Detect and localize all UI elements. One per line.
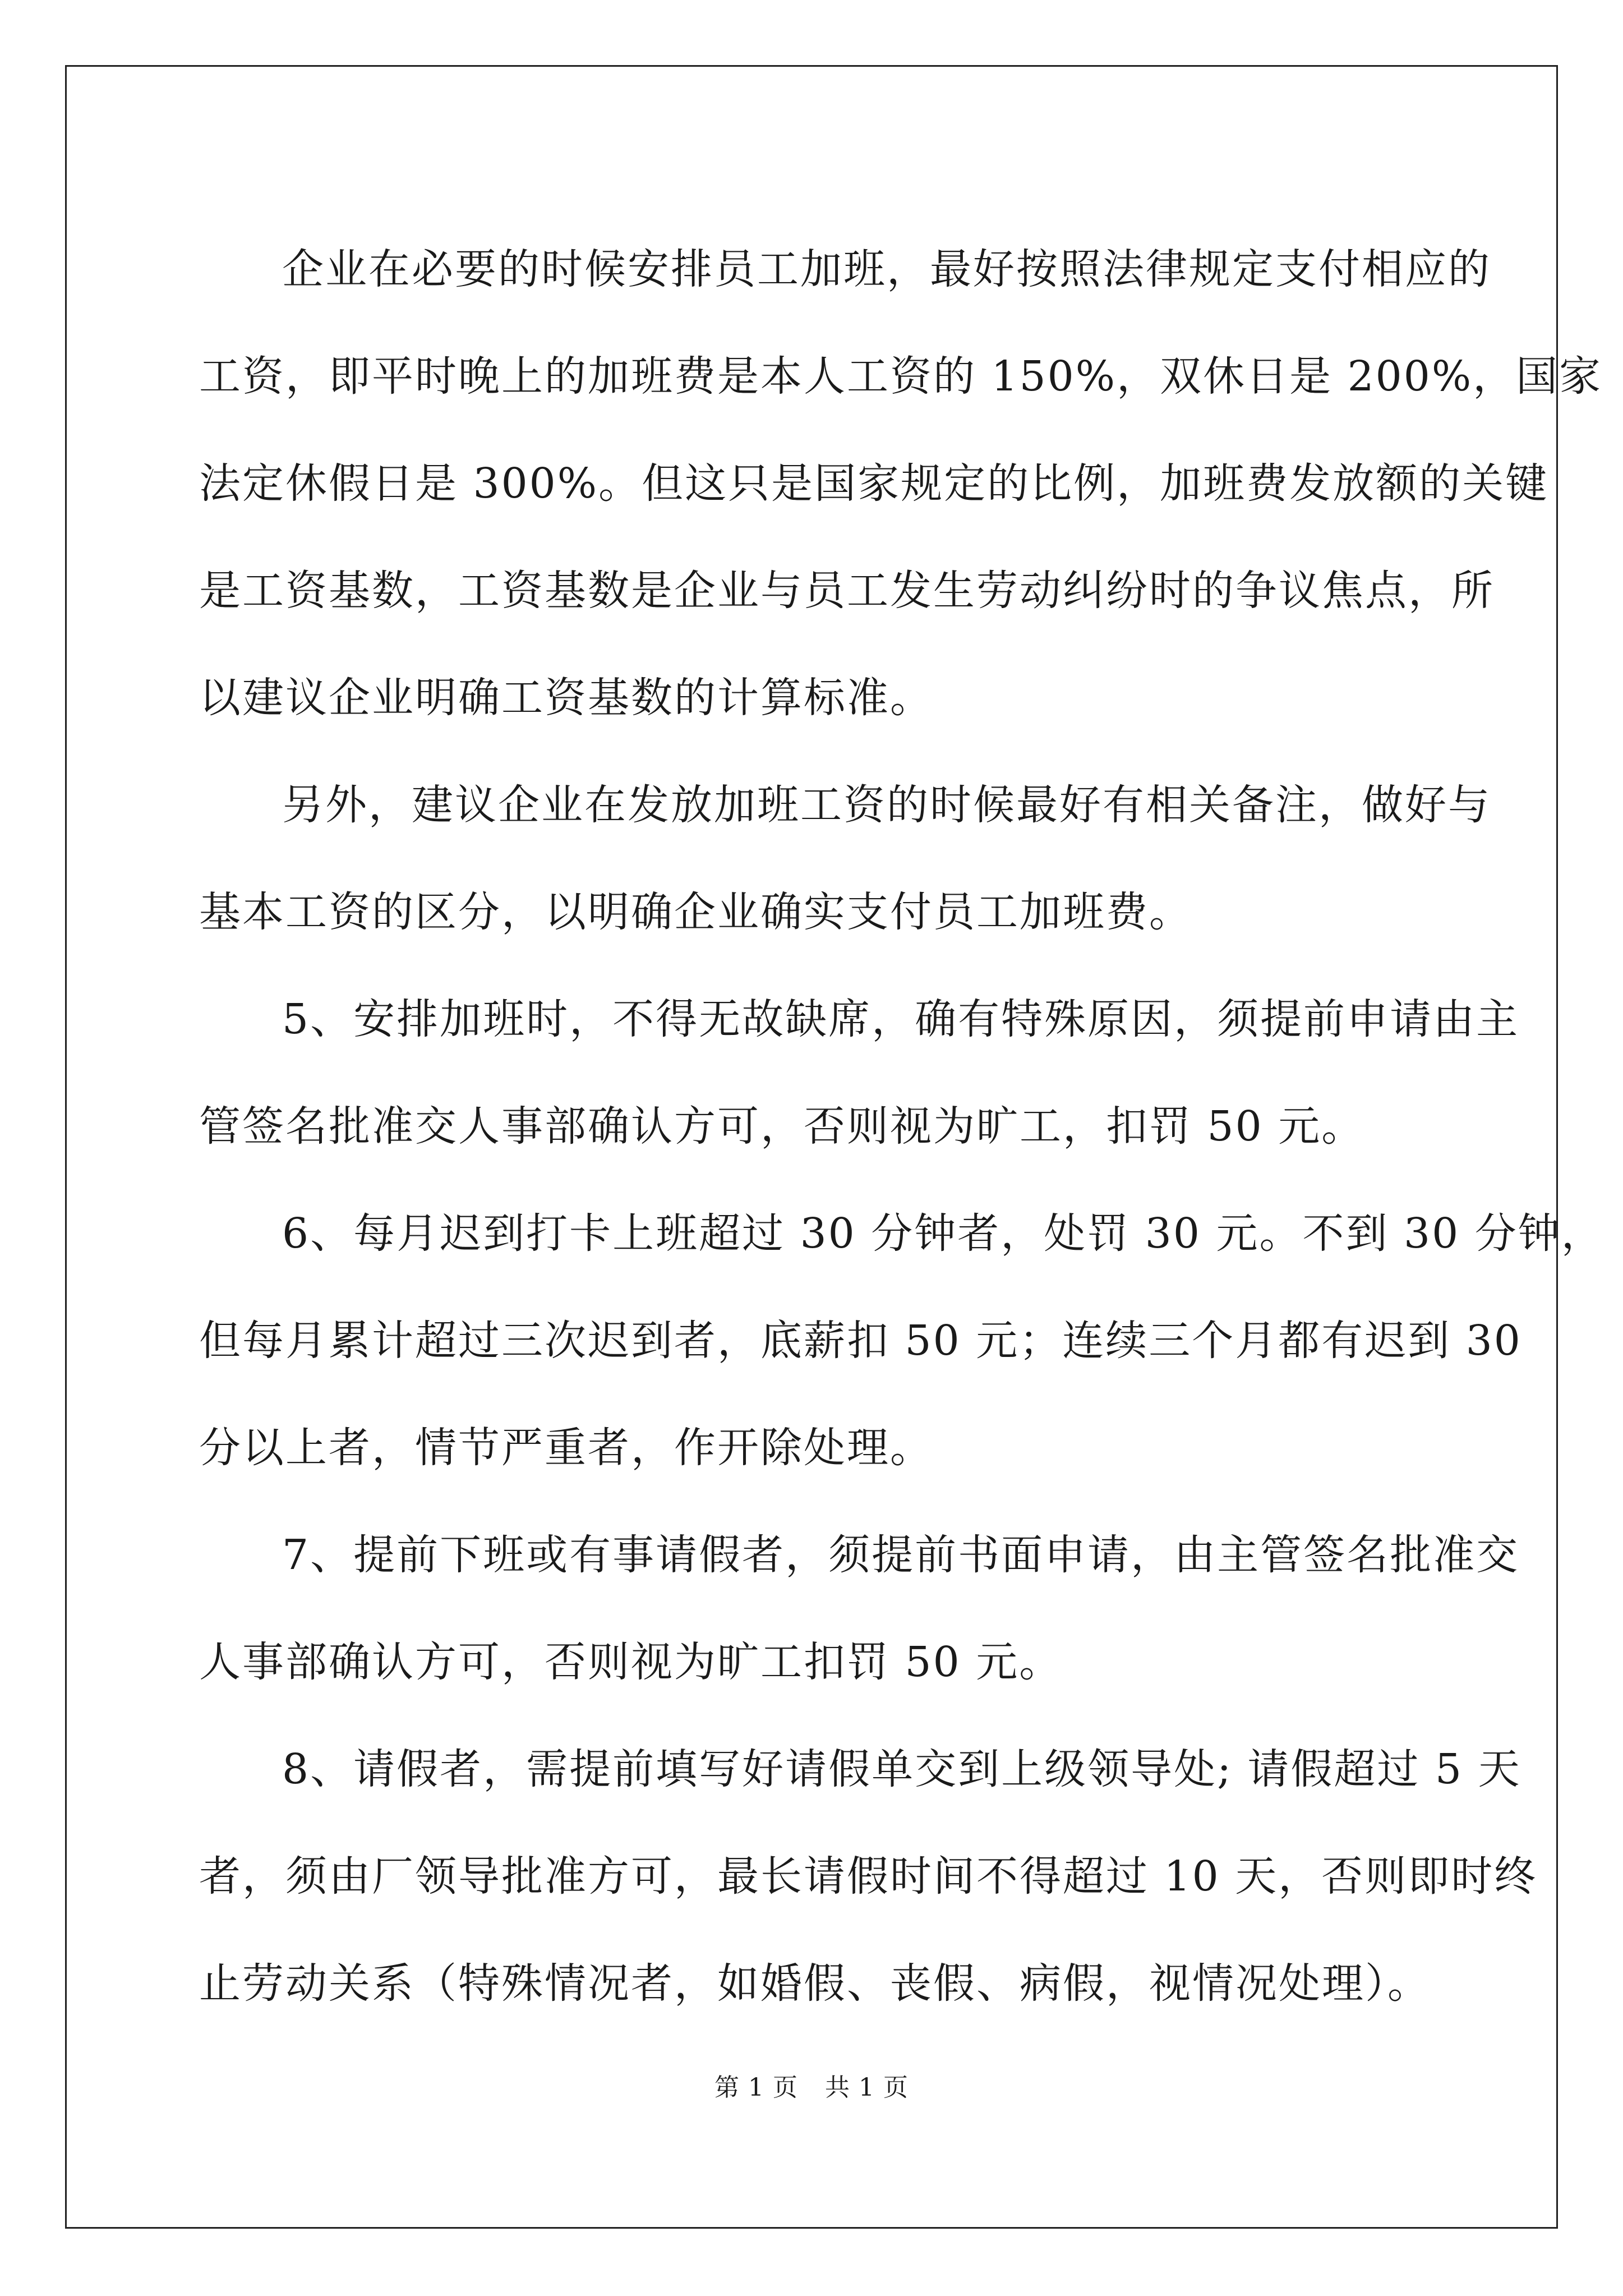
text-line: 分以上者，情节严重者，作开除处理。	[199, 1424, 933, 1472]
text-line: 管签名批准交人事部确认方可，否则视为旷工，扣罚 50 元。	[199, 1102, 1365, 1151]
paragraph	[199, 216, 1603, 752]
paragraph	[199, 966, 1520, 1180]
text-line: 止劳动关系（特殊情况者，如婚假、丧假、病假，视情况处理）。	[199, 1959, 1431, 2008]
paragraph	[199, 752, 1491, 966]
text-line: 8、请假者，需提前填写好请假单交到上级领导处; 请假超过 5 天	[282, 1745, 1521, 1793]
page-number: 第 1 页	[714, 2073, 798, 2102]
paragraph	[199, 1502, 1520, 1716]
text-line: 是工资基数，工资基数是企业与员工发生劳动纠纷时的争议焦点，所	[199, 567, 1495, 615]
text-line: 6、每月迟到打卡上班超过 30 分钟者，处罚 30 元。不到 30 分钟，	[282, 1209, 1604, 1258]
page-footer	[0, 2067, 1623, 2103]
text-line: 人事部确认方可，否则视为旷工扣罚 50 元。	[199, 1638, 1063, 1686]
text-line: 7、提前下班或有事请假者，须提前书面申请，由主管签名批准交	[282, 1531, 1520, 1579]
text-line: 企业在必要的时候安排员工加班，最好按照法律规定支付相应的	[282, 245, 1491, 293]
text-line: 另外，建议企业在发放加班工资的时候最好有相关备注，做好与	[282, 781, 1491, 829]
text-line: 但每月累计超过三次迟到者，底薪扣 50 元；连续三个月都有迟到 30	[199, 1317, 1522, 1365]
paragraph	[199, 1180, 1604, 1502]
text-line: 以建议企业明确工资基数的计算标准。	[199, 674, 933, 722]
page-total: 共 1 页	[825, 2073, 909, 2102]
text-line: 法定休假日是 300%。但这只是国家规定的比例，加班费发放额的关键	[199, 459, 1549, 508]
text-line: 5、安排加班时，不得无故缺席，确有特殊原因，须提前申请由主	[282, 995, 1520, 1043]
text-line: 工资，即平时晚上的加班费是本人工资的 150%，双休日是 200%，国家	[199, 352, 1603, 401]
document-body	[199, 216, 1604, 2037]
text-line: 者，须由厂领导批准方可，最长请假时间不得超过 10 天，否则即时终	[199, 1852, 1538, 1901]
text-line: 基本工资的区分，以明确企业确实支付员工加班费。	[199, 888, 1192, 936]
paragraph	[199, 1716, 1538, 2037]
